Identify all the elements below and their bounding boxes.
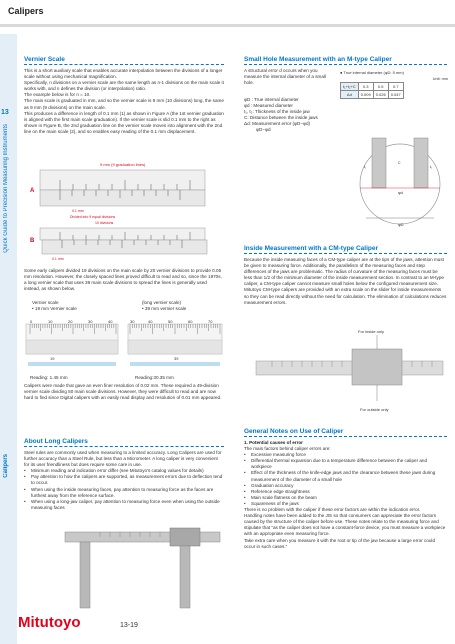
fig-b-label: B <box>30 238 35 244</box>
mtype-title: Small Hole Measurement with an M-type Caliper <box>244 56 447 65</box>
long-scale-label: (long vernier scale) <box>142 300 182 305</box>
cm-text: Because the inside measuring faces of a CM-type caliper are at the tips of the jaws, attention must be given to measuring force. Additionally, the parallelism of the measuring faces and step differences of the jaws are problematic. The radius of curvature of the measuring faces must be less than 1/2 of the minimum diameter of the inside measurement section. In contrast to an M-type caliper, a CM-type caliper cannot measure small holes below the configured measurement size. Mitutoyo CM-type calipers are provided with an extra scale on the slider for inside measurements so they can be read directly without the need for calculation. The elimination of calculations reduces measurement errors. <box>244 257 447 305</box>
general-para2: Handling notes have been added to the JIS so that consumers can appreciate the error factors caused by the structure of the caliper before use. These notes relate to the measuring force and stipulate that "as the caliper does not have a constant-force device, you must measure a workpiece with an appropriate even measuring force. <box>244 513 446 537</box>
label-inside-only: For inside only <box>358 329 385 334</box>
long-tick-1: 40 <box>148 319 153 324</box>
table-row: Δd 0.009 0.026 0.047 <box>341 91 404 99</box>
legend-true: φD : True internal diameter <box>244 97 299 102</box>
reading-long: Reading:30.35 mm <box>135 375 174 380</box>
mtype-intro: A structural error d occurs when you measure the internal diameter of a small hole. <box>244 68 326 86</box>
long-calipers-title: About Long Calipers <box>24 438 224 447</box>
legend-measured: φd : Measured diameter <box>244 103 293 109</box>
page-header <box>0 0 455 34</box>
general-para1: There is no problem with the caliper if these error factors are within the indication error. <box>244 507 421 513</box>
sidebar-page-number: 13 <box>1 109 9 116</box>
fig-c: C <box>398 161 401 165</box>
mtype-error-table <box>340 82 404 99</box>
label-outside-only: For outside only <box>360 407 389 412</box>
cm-title: Inside Measurement with a CM-type Caliper <box>244 245 447 254</box>
vernier-p5: This produces a difference in length of 0.1 mm (1) as shown in Figure A (the 1st vernier graduation is aligned with the first main scale graduation). If the vernier scale is slid 0.1 mm to the right as shown in Figure B, the 2nd graduation line on the vernier scale moves into alignment with the 2nd line on the main scale (2), and so enables easy reading of the 0.1 mm displacement. <box>24 110 224 134</box>
long-tick-4: 70 <box>208 319 213 324</box>
mtype-table-block <box>340 70 448 99</box>
sidebar <box>0 34 17 644</box>
vernier-p1: This is a short auxiliary scale that enables accurate interpolation between the divisions of a longer scale without using mechanical magnification. <box>24 68 223 80</box>
legend-thickness: t₁, t₂: Thickness of the inside jaw <box>244 109 310 115</box>
scale-comparison-figure <box>24 318 224 370</box>
std-scale-sub: • 19 mm Vernier scale <box>32 306 77 311</box>
list-item: • Main scale flatness on the beam <box>244 494 317 500</box>
std-tick-3: 30 <box>88 319 93 324</box>
list-item: • Pay attention to how the calipers are supported, as measurement errors due to deflection tend to occur. <box>24 474 223 486</box>
long-calipers-section <box>24 438 224 511</box>
fig-a-note3: 10 divisions <box>95 221 114 225</box>
sidebar-section-label: Quick Guide to Precision Measuring Instruments <box>3 124 9 253</box>
header-divider <box>0 24 455 27</box>
long-caliper-illustration <box>60 526 225 616</box>
vernier-p4: The main scale is graduated in mm, and so the vernier scale is 9 mm (10 divisions) long, the same as 9 mm (9 divisions) on the main scale. <box>24 98 224 110</box>
list-item: • Effect of the thickness of the knife-edge jaws and the clearance between these jaws during measurement of the diameter of a small hole <box>244 470 436 482</box>
list-item: • Squareness of the jaws <box>244 500 299 506</box>
std-tick-2: 20 <box>68 319 73 324</box>
long-tick-3: 60 <box>188 319 193 324</box>
footer-page-number: 13-19 <box>120 622 138 629</box>
fig-D: φD <box>398 222 404 227</box>
std-scale-label: Vernier scale <box>32 300 59 305</box>
reading-std: Reading: 1.45 mm <box>30 375 68 380</box>
vernier-para2: Some early calipers divided 19 divisions on the main scale by 20 vernier divisions to provide 0.05 mm resolution. However, the closely spaced lines proved difficult to read and so, since the 1970s, a long vernier scale that uses 39 main scale divisions to spread the lines is generally used instead, as shown below. <box>24 268 222 292</box>
legend-delta2: φD−φd <box>256 127 271 133</box>
std-tick-1: 10 <box>48 319 53 324</box>
mtype-table-unit: Unit: mm <box>432 77 448 82</box>
general-intro: The main factors behind caliper errors are: <box>244 446 331 452</box>
fig-b-note: 0.1 mm <box>52 257 64 261</box>
mtype-hole-diagram <box>330 128 448 232</box>
legend-delta: Δd: Measurement error (φD−φd) <box>244 121 311 127</box>
vernier-title: Vernier Scale <box>24 56 224 65</box>
list-item: • Graduation accuracy <box>244 482 294 488</box>
table-row: t₁+t₂+C 0.3 0.5 0.7 <box>341 83 404 91</box>
page-title: Calipers <box>8 6 44 16</box>
general-notes-section <box>244 428 447 550</box>
sidebar-chapter-label: Calipers <box>3 454 9 478</box>
long-scale-sub: • 39 mm vernier scale <box>142 306 187 311</box>
list-item: • Differential thermal expansion due to a temperature difference between the caliper and workpiece <box>244 458 428 470</box>
mtype-table-caption: ● True internal diameter (φD: 5 mm) <box>340 70 404 75</box>
fig-a-note1: 0.1 mm <box>72 209 84 213</box>
long-tick-0: 30 <box>130 319 135 324</box>
cm-caliper-figure <box>252 325 447 417</box>
vernier-p2: Specifically, n divisions on a vernier scale are the same length as n-1 divisions on the main scale it works with, and n defines the division (or interpolation) ratio. <box>24 80 224 92</box>
vernier-para3: Calipers were made that gave an even finer resolution of 0.02 mm. These required a 49-division vernier scale dividing 50 main scale divisions. However, they were difficult to read and are now hard to find since Digital calipers with an easily read display and resolution of 0.01 mm appeared. <box>24 383 222 401</box>
fig-a-label: A <box>30 188 35 194</box>
list-item: • Excessive measuring force <box>244 452 306 458</box>
vernier-section <box>24 56 224 135</box>
fig-t2: t₂ <box>430 165 433 169</box>
list-item: • When using a long-jaw caliper, pay attention to measuring force even when using the outside measuring faces <box>24 498 220 510</box>
general-para3: Take extra care when you measure it with the root or tip of the jaw because a large error could occur in such cases." <box>244 537 435 549</box>
fig-t1: t₁ <box>364 165 367 169</box>
fig-a-note2: Divided into 9 equal divisions <box>70 215 116 219</box>
mitutoyo-logo: Mitutoyo <box>18 614 81 631</box>
fig-top-label: 9 mm (9 graduation lines) <box>100 162 146 167</box>
general-subtitle: 1. Potential causes of error <box>244 440 303 445</box>
legend-distance: C: Distance between the inside jaws <box>244 115 318 121</box>
cm-section <box>244 245 447 306</box>
long-num: 39 <box>174 356 179 361</box>
general-title: General Notes on Use of Caliper <box>244 428 447 437</box>
list-item: • Minimum reading and indication error differ (see Mitutoyo's catalog values for details) <box>24 468 204 474</box>
std-num: 19 <box>50 356 55 361</box>
vernier-figure <box>30 160 210 265</box>
std-tick-4: 40 <box>108 319 113 324</box>
long-calipers-intro: Steel rules are commonly used when measuring to a limited accuracy. Long Calipers are used for further accuracy than a Steel Rule, but less than a Micrometer. A long caliper is very convenient for its user friendliness but does require some care in use. <box>24 450 222 468</box>
list-item: • When using the inside measuring faces, pay attention to measuring force as the faces are furthest away from the reference surface. <box>24 486 214 498</box>
list-item: • Reference edge straightness <box>244 488 310 494</box>
std-tick-0: 0 <box>30 319 33 324</box>
fig-d: φd <box>398 190 403 195</box>
mtype-legend <box>244 97 344 134</box>
long-tick-2: 50 <box>168 319 173 324</box>
vernier-p3: The example below is for n = 10. <box>24 92 91 98</box>
